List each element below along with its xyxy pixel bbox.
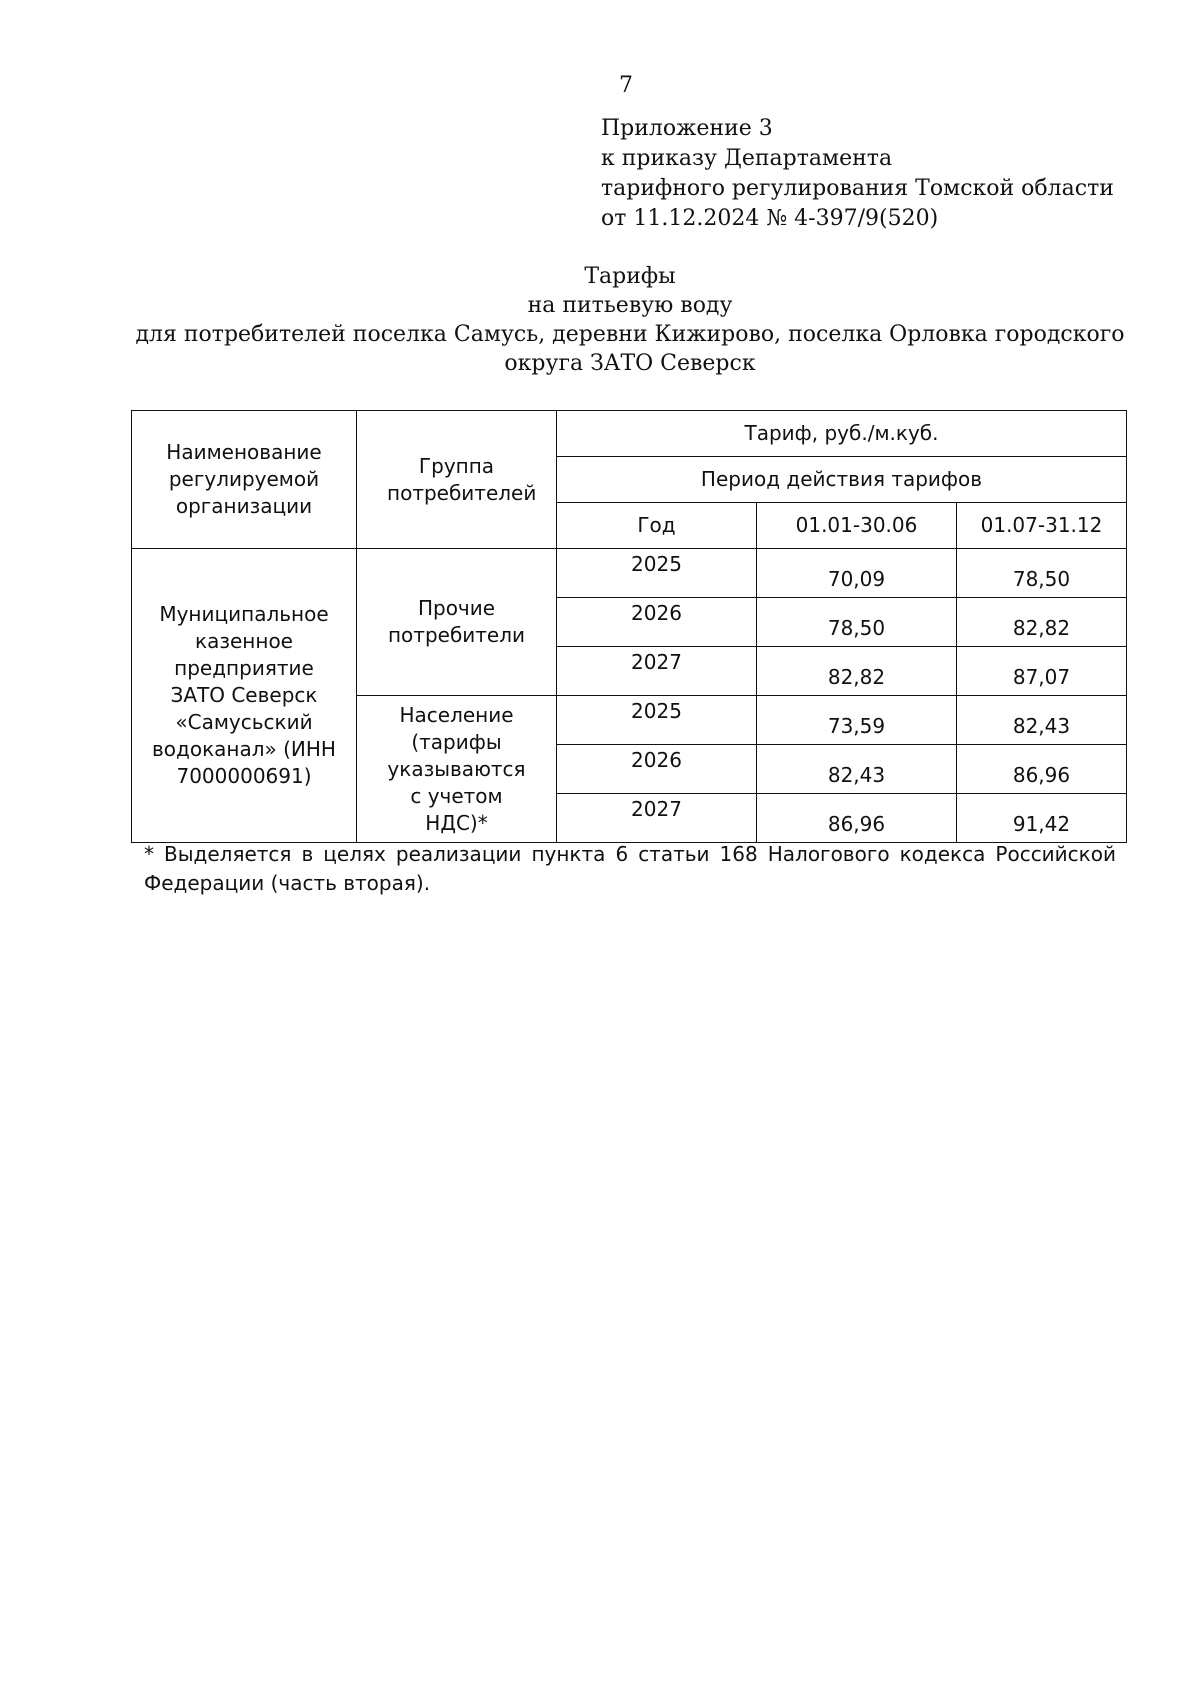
tariff-second-half: 82,43 — [957, 696, 1127, 745]
consumer-group-population: Население (тарифы указываются с учетом НДС)* — [357, 696, 557, 843]
table-row — [132, 549, 1127, 598]
appendix-line: к приказу Департамента — [601, 146, 893, 171]
organization-name: Муниципальное казенное предприятие ЗАТО Северск «Самусьский водоканал» (ИНН 7000000691) — [132, 549, 357, 843]
header-first-half: 01.01-30.06 — [757, 503, 957, 549]
appendix-line: от 11.12.2024 № 4-397/9(520) — [601, 206, 939, 231]
appendix-line: тарифного регулирования Томской области — [601, 176, 1114, 201]
document-title — [120, 262, 1140, 378]
header-tariff: Тариф, руб./м.куб. — [557, 411, 1127, 457]
tariff-first-half: 73,59 — [757, 696, 957, 745]
appendix-line: Приложение 3 — [601, 116, 773, 141]
appendix-header — [601, 114, 1114, 234]
footnote: * Выделяется в целях реализации пункта 6 статьи 168 Налогового кодекса Российской Федерации (часть вторая). — [144, 842, 1116, 895]
year-cell: 2025 — [557, 549, 757, 598]
tariff-second-half: 91,42 — [957, 794, 1127, 843]
tariff-first-half: 70,09 — [757, 549, 957, 598]
year-cell: 2027 — [557, 794, 757, 843]
tariff-second-half: 78,50 — [957, 549, 1127, 598]
tariff-second-half: 87,07 — [957, 647, 1127, 696]
year-cell: 2025 — [557, 696, 757, 745]
tariff-first-half: 78,50 — [757, 598, 957, 647]
header-period: Период действия тарифов — [557, 457, 1127, 503]
header-consumer-group: Группа потребителей — [357, 411, 557, 549]
tariff-first-half: 86,96 — [757, 794, 957, 843]
title-line: на питьевую воду — [527, 293, 733, 318]
page-number: 7 — [619, 73, 633, 98]
tariff-table — [131, 410, 1127, 843]
tariff-first-half: 82,43 — [757, 745, 957, 794]
tariff-second-half: 86,96 — [957, 745, 1127, 794]
table-header-row — [132, 411, 1127, 457]
year-cell: 2026 — [557, 745, 757, 794]
header-organization: Наименование регулируемой организации — [132, 411, 357, 549]
tariff-first-half: 82,82 — [757, 647, 957, 696]
title-line: округа ЗАТО Северск — [504, 351, 756, 376]
consumer-group-other: Прочие потребители — [357, 549, 557, 696]
tariff-second-half: 82,82 — [957, 598, 1127, 647]
title-line: Тарифы — [584, 264, 676, 289]
title-line: для потребителей поселка Самусь, деревни Кижирово, поселка Орловка городского — [135, 322, 1125, 347]
year-cell: 2026 — [557, 598, 757, 647]
header-second-half: 01.07-31.12 — [957, 503, 1127, 549]
header-year: Год — [557, 503, 757, 549]
year-cell: 2027 — [557, 647, 757, 696]
